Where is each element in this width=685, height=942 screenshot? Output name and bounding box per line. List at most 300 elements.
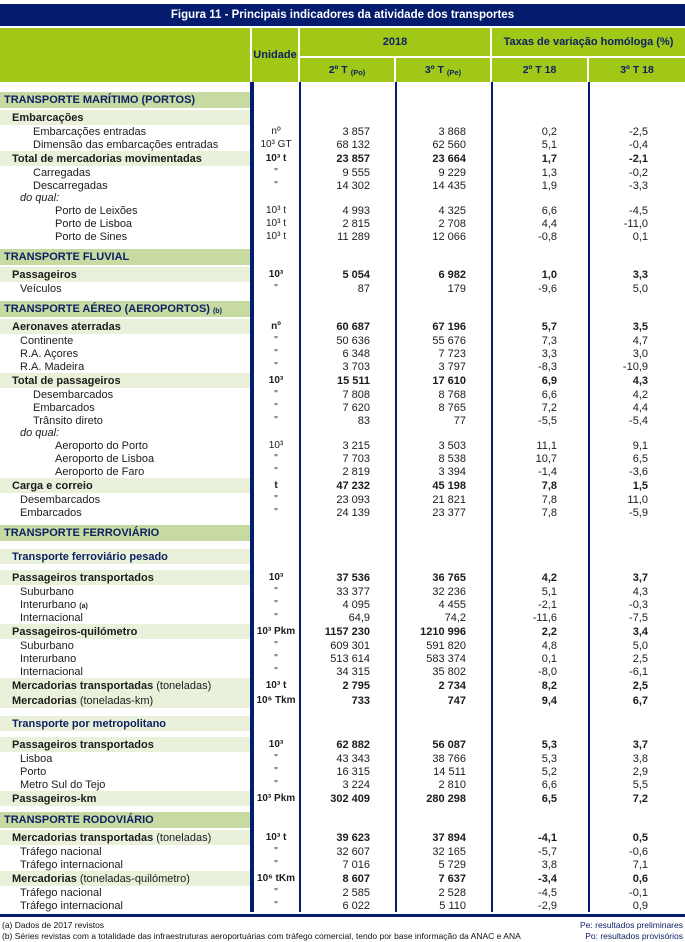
value-cell: 60 687: [336, 320, 370, 333]
value-cell: 1,7: [541, 152, 557, 165]
value-cell: -0,1: [629, 886, 648, 899]
row-label-cell: [0, 360, 252, 373]
value-cell: 62 560: [432, 138, 466, 151]
value-cell: [492, 92, 589, 108]
figure-title: Figura 11 - Principais indicadores da atividade dos transportes: [0, 4, 685, 26]
value-cell: 7,1: [632, 858, 648, 871]
table-row: [0, 752, 685, 765]
row-label-cell: [0, 830, 252, 845]
value-cell: [492, 812, 589, 828]
table-row: [0, 373, 685, 388]
value-cell: 11,1: [536, 439, 557, 452]
value-cell: 3 857: [342, 125, 370, 138]
unit-cell: 10³: [268, 739, 284, 750]
value-cell: 1,5: [632, 479, 648, 492]
row-label-cell: [0, 899, 252, 912]
row-label: Passageiros-km: [12, 792, 97, 805]
row-label-note: (toneladas-quilómetro): [79, 872, 190, 885]
row-label-cell: [0, 192, 252, 204]
row-label-cell: [0, 585, 252, 598]
value-cell: 0,6: [632, 872, 648, 885]
value-cell: 1157 230: [324, 625, 370, 638]
header-subcol-q3: [396, 58, 492, 82]
unit-cell: 10³ Pkm: [256, 793, 296, 804]
value-cell: 0,1: [541, 652, 557, 665]
value-cell: 67 196: [432, 320, 466, 333]
row-label: Internacional: [20, 665, 83, 678]
value-cell: 6,6: [541, 388, 557, 401]
value-cell: 16 315: [336, 765, 370, 778]
header-unidade: Unidade: [252, 28, 300, 82]
table-row: [0, 871, 685, 886]
unit-cell: ": [274, 666, 278, 677]
value-cell: 4,2: [632, 388, 648, 401]
table-row: [0, 179, 685, 192]
row-label: Porto de Lisboa: [55, 217, 133, 230]
table-row: [0, 858, 685, 871]
unit-cell: 10³: [268, 440, 284, 451]
row-label: Passageiros transportados: [12, 738, 154, 751]
row-label-cell: [0, 678, 252, 693]
value-cell: 24 139: [336, 506, 370, 519]
table-row: [0, 230, 685, 243]
value-cell: [492, 525, 589, 541]
value-cell: 43 343: [336, 752, 370, 765]
value-cell: 6 022: [342, 899, 370, 912]
value-cell: 280 298: [426, 792, 466, 805]
table-row: [0, 652, 685, 665]
value-cell: 2 734: [438, 679, 466, 692]
value-cell: [300, 92, 396, 108]
header-subcol-rate-q2: [492, 58, 589, 82]
row-label-cell: [0, 301, 252, 317]
row-label: Aeroporto do Porto: [55, 439, 148, 452]
table-row: [0, 478, 685, 493]
value-cell: 21 821: [432, 493, 466, 506]
row-label-cell: [0, 465, 252, 478]
value-cell: -11,6: [532, 611, 557, 624]
value-cell: 6 348: [342, 347, 370, 360]
value-cell: -5,5: [538, 414, 557, 427]
value-cell: 6,5: [632, 452, 648, 465]
value-cell: -4,1: [538, 831, 557, 844]
value-cell: 68 132: [336, 138, 370, 151]
row-label: Porto de Sines: [55, 230, 128, 243]
value-cell: 2,5: [632, 679, 648, 692]
value-cell: 4,4: [541, 217, 557, 230]
table-row: [0, 465, 685, 478]
value-cell: [589, 427, 685, 439]
table-row: [0, 886, 685, 899]
value-cell: 7 637: [438, 872, 466, 885]
value-cell: 77: [453, 414, 466, 427]
row-label-cell: [0, 525, 252, 541]
value-cell: -6,1: [629, 665, 648, 678]
row-label: TRANSPORTE RODOVIÁRIO: [4, 814, 154, 826]
row-label-cell: [0, 845, 252, 858]
table-row: [0, 778, 685, 791]
row-label: Descarregadas: [33, 179, 108, 192]
value-cell: 4,4: [632, 401, 648, 414]
row-label: Tráfego internacional: [20, 899, 123, 912]
value-cell: -4,5: [538, 886, 557, 899]
value-cell: [589, 92, 685, 108]
table-row: [0, 414, 685, 427]
row-label: Aeroporto de Faro: [55, 465, 145, 478]
value-cell: 2,2: [541, 625, 557, 638]
unit-cell: ": [274, 779, 278, 790]
value-cell: 4 993: [342, 204, 370, 217]
footnote-pe: Pe: resultados preliminares: [580, 920, 683, 930]
row-label: do qual:: [20, 192, 60, 204]
row-label: do qual:: [20, 427, 60, 439]
value-cell: 8 538: [438, 452, 466, 465]
value-cell: [492, 427, 589, 439]
row-label-cell: [0, 693, 252, 708]
value-cell: [589, 192, 685, 204]
value-cell: -7,5: [629, 611, 648, 624]
value-cell: 7 703: [342, 452, 370, 465]
value-cell: 591 820: [426, 639, 466, 652]
row-label-note: (toneladas): [156, 831, 212, 844]
row-label: Suburbano: [20, 639, 74, 652]
row-label-cell: [0, 249, 252, 265]
footnotes-left: [2, 920, 521, 942]
value-cell: 39 623: [336, 831, 370, 844]
table-row: [0, 138, 685, 151]
row-label: Porto: [20, 765, 47, 778]
table-row: [0, 611, 685, 624]
value-cell: 0,1: [632, 230, 648, 243]
unit-cell: [252, 192, 300, 204]
value-cell: 23 857: [336, 152, 370, 165]
value-cell: -4,5: [629, 204, 648, 217]
row-label: Carga e correio: [12, 479, 93, 492]
value-cell: -0,3: [629, 598, 648, 611]
table-row: [0, 319, 685, 334]
value-cell: 179: [447, 282, 466, 295]
value-cell: -0,6: [629, 845, 648, 858]
table-row: [0, 427, 685, 439]
value-cell: 7,8: [541, 506, 557, 519]
row-label-cell: [0, 388, 252, 401]
value-cell: 3,8: [632, 752, 648, 765]
unit-cell: [252, 716, 300, 731]
unit-cell: t: [274, 480, 278, 491]
unit-cell: ": [274, 453, 278, 464]
row-label-cell: [0, 267, 252, 282]
table-row: [0, 830, 685, 845]
value-cell: 55 676: [432, 334, 466, 347]
value-cell: -2,5: [629, 125, 648, 138]
unit-cell: ": [274, 507, 278, 518]
row-label-cell: [0, 282, 252, 295]
value-cell: 609 301: [330, 639, 370, 652]
value-cell: 513 614: [330, 652, 370, 665]
unit-cell: [252, 525, 300, 541]
subcol-label: 3º T 18: [620, 64, 654, 76]
value-cell: 4 095: [342, 598, 370, 611]
value-cell: 5,7: [541, 320, 557, 333]
unit-cell: 10³ t: [265, 218, 286, 229]
unit-cell: ": [274, 753, 278, 764]
value-cell: [396, 301, 492, 317]
value-cell: 3 797: [438, 360, 466, 373]
row-label-cell: [0, 401, 252, 414]
row-label-cell: [0, 639, 252, 652]
value-cell: [300, 549, 396, 564]
value-cell: -2,9: [538, 899, 557, 912]
header-subcol-q2: [300, 58, 396, 82]
value-cell: 14 511: [433, 765, 466, 778]
row-label: Interurbano: [20, 652, 77, 665]
value-cell: [300, 110, 396, 125]
value-cell: [492, 716, 589, 731]
value-cell: -5,7: [538, 845, 557, 858]
row-label: R.A. Madeira: [20, 360, 85, 373]
value-cell: 6,5: [541, 792, 557, 805]
footnotes: [0, 920, 685, 942]
table-body: [0, 82, 685, 912]
value-cell: -8,0: [538, 665, 557, 678]
table-row: [0, 125, 685, 138]
footnote-marker: (b): [212, 307, 222, 315]
row-label-cell: [0, 570, 252, 585]
row-label-cell: [0, 230, 252, 243]
row-label-note: (toneladas-km): [79, 694, 154, 707]
value-cell: 3 224: [342, 778, 370, 791]
subcol-suffix: (Pe): [446, 67, 462, 77]
value-cell: 7,8: [541, 479, 557, 492]
unit-cell: ": [274, 640, 278, 651]
unit-cell: 10⁶ tKm: [257, 873, 295, 884]
footnote-marker: (a): [79, 603, 88, 610]
unit-cell: 10³: [268, 572, 284, 583]
value-cell: 5,2: [541, 765, 557, 778]
row-label-cell: [0, 319, 252, 334]
unit-cell: 10³ Pkm: [256, 626, 296, 637]
value-cell: 3 703: [342, 360, 370, 373]
value-cell: [589, 549, 685, 564]
value-cell: 6,7: [632, 694, 648, 707]
unit-cell: ": [274, 389, 278, 400]
subsection-row: [0, 716, 685, 731]
subcol-label: 3º T: [424, 64, 444, 76]
unit-cell: ": [274, 859, 278, 870]
unit-cell: 10³: [268, 269, 284, 280]
table-row: [0, 665, 685, 678]
row-label: Aeroporto de Lisboa: [55, 452, 155, 465]
value-cell: 5,1: [541, 138, 557, 151]
table-row: [0, 192, 685, 204]
row-label: Embarcações entradas: [33, 125, 147, 138]
value-cell: 5 054: [342, 268, 370, 281]
header-rates: Taxas de variação homóloga (%): [492, 28, 685, 58]
value-cell: [492, 249, 589, 265]
subsection-row: [0, 549, 685, 564]
unit-cell: ": [274, 402, 278, 413]
value-cell: 4,7: [632, 334, 648, 347]
footnote-b: (b) Séries revistas com a totalidade das infraestruturas aeroportuárias com tráfego comercial, tendo por base informação da ANAC e ANA: [2, 931, 521, 941]
value-cell: 64,9: [348, 611, 370, 624]
row-label-cell: [0, 652, 252, 665]
row-label: Mercadorias transportadas: [12, 679, 154, 692]
row-label: Tráfego nacional: [20, 845, 102, 858]
value-cell: 23 093: [336, 493, 370, 506]
value-cell: 32 165: [432, 845, 466, 858]
value-cell: 37 894: [432, 831, 466, 844]
value-cell: -5,4: [629, 414, 648, 427]
column-divider: [491, 82, 493, 912]
value-cell: 4,3: [632, 585, 648, 598]
value-cell: 5 729: [438, 858, 466, 871]
unit-cell: ": [274, 900, 278, 911]
value-cell: [589, 812, 685, 828]
value-cell: 4 455: [438, 598, 466, 611]
unit-cell: ": [274, 846, 278, 857]
row-label-cell: [0, 778, 252, 791]
value-cell: 2 585: [342, 886, 370, 899]
row-label-cell: [0, 427, 252, 439]
value-cell: 3,3: [632, 268, 648, 281]
column-divider: [250, 82, 254, 912]
value-cell: 9 555: [342, 166, 370, 179]
row-label-note: (toneladas): [156, 679, 212, 692]
value-cell: -9,6: [538, 282, 557, 295]
value-cell: 0,2: [541, 125, 557, 138]
unit-cell: 10⁶ Tkm: [256, 695, 296, 706]
value-cell: 83: [357, 414, 370, 427]
unit-cell: [252, 110, 300, 125]
section-row: [0, 301, 685, 317]
value-cell: [396, 716, 492, 731]
row-label: Mercadorias: [12, 694, 77, 707]
table-row: [0, 506, 685, 519]
row-label: Embarcações: [12, 111, 84, 124]
unit-cell: ": [274, 653, 278, 664]
row-label-cell: [0, 624, 252, 639]
table-row: [0, 791, 685, 806]
value-cell: 14 302: [336, 179, 370, 192]
value-cell: [492, 110, 589, 125]
table-row: [0, 151, 685, 166]
row-label: Mercadorias: [12, 872, 77, 885]
unit-cell: 10³ t: [265, 153, 287, 164]
value-cell: 2,5: [632, 652, 648, 665]
value-cell: 32 236: [432, 585, 466, 598]
value-cell: 56 087: [432, 738, 466, 751]
value-cell: 32 607: [336, 845, 370, 858]
value-cell: [300, 716, 396, 731]
value-cell: 6,6: [541, 204, 557, 217]
row-label-cell: [0, 506, 252, 519]
unit-cell: ": [274, 415, 278, 426]
row-label-cell: [0, 478, 252, 493]
footnotes-right: [580, 920, 683, 942]
value-cell: 8,2: [541, 679, 557, 692]
row-label: R.A. Açores: [20, 347, 79, 360]
value-cell: -2,1: [629, 152, 648, 165]
unit-cell: [252, 427, 300, 439]
value-cell: 6,6: [541, 778, 557, 791]
row-label: TRANSPORTE FERROVIÁRIO: [4, 527, 160, 539]
value-cell: 0,5: [632, 831, 648, 844]
table-bottom-border: [0, 914, 685, 917]
unit-cell: ": [274, 335, 278, 346]
row-label: Continente: [20, 334, 74, 347]
section-row: [0, 812, 685, 828]
row-label: Passageiros-quilómetro: [12, 625, 138, 638]
unit-cell: ": [274, 599, 278, 610]
value-cell: 302 409: [330, 792, 370, 805]
value-cell: 8 765: [438, 401, 466, 414]
value-cell: 6,9: [541, 374, 557, 387]
value-cell: [300, 812, 396, 828]
value-cell: 3,0: [632, 347, 648, 360]
row-label: Interurbano: [20, 598, 77, 611]
unit-cell: ": [274, 466, 278, 477]
table-row: [0, 334, 685, 347]
value-cell: [492, 549, 589, 564]
row-label: Desembarcados: [20, 493, 101, 506]
value-cell: 15 511: [336, 374, 370, 387]
value-cell: [300, 525, 396, 541]
value-cell: [589, 301, 685, 317]
value-cell: [300, 249, 396, 265]
unit-cell: [252, 549, 300, 564]
table-row: [0, 452, 685, 465]
section-row: [0, 525, 685, 541]
value-cell: 2 528: [438, 886, 466, 899]
value-cell: 8 768: [438, 388, 466, 401]
unit-cell: ": [274, 887, 278, 898]
table-row: [0, 166, 685, 179]
value-cell: 23 664: [432, 152, 466, 165]
value-cell: 62 882: [336, 738, 370, 751]
table-row: [0, 693, 685, 708]
header-subcol-rate-q3: [589, 58, 685, 82]
row-label: Lisboa: [20, 752, 53, 765]
row-label: Aeronaves aterradas: [12, 320, 121, 333]
row-label-cell: [0, 166, 252, 179]
value-cell: 34 315: [336, 665, 370, 678]
value-cell: 7 808: [342, 388, 370, 401]
unit-cell: [252, 301, 300, 317]
value-cell: [589, 716, 685, 731]
row-label-cell: [0, 204, 252, 217]
value-cell: 747: [447, 694, 466, 707]
value-cell: [396, 192, 492, 204]
subcol-suffix: (Po): [350, 67, 366, 77]
row-label: TRANSPORTE FLUVIAL: [4, 251, 130, 263]
value-cell: -3,3: [629, 179, 648, 192]
table-row: [0, 388, 685, 401]
value-cell: 2 819: [342, 465, 370, 478]
value-cell: 35 802: [432, 665, 466, 678]
row-label: Porto de Leixões: [55, 204, 138, 217]
value-cell: [396, 549, 492, 564]
value-cell: -0,8: [538, 230, 557, 243]
row-label-cell: [0, 765, 252, 778]
value-cell: 38 766: [432, 752, 466, 765]
value-cell: 4,8: [541, 639, 557, 652]
table-row: [0, 585, 685, 598]
unit-cell: ": [274, 348, 278, 359]
row-label: TRANSPORTE MARÍTIMO (PORTOS): [4, 94, 196, 106]
value-cell: 3,7: [632, 738, 648, 751]
table-row: [0, 493, 685, 506]
value-cell: 5,3: [541, 752, 557, 765]
